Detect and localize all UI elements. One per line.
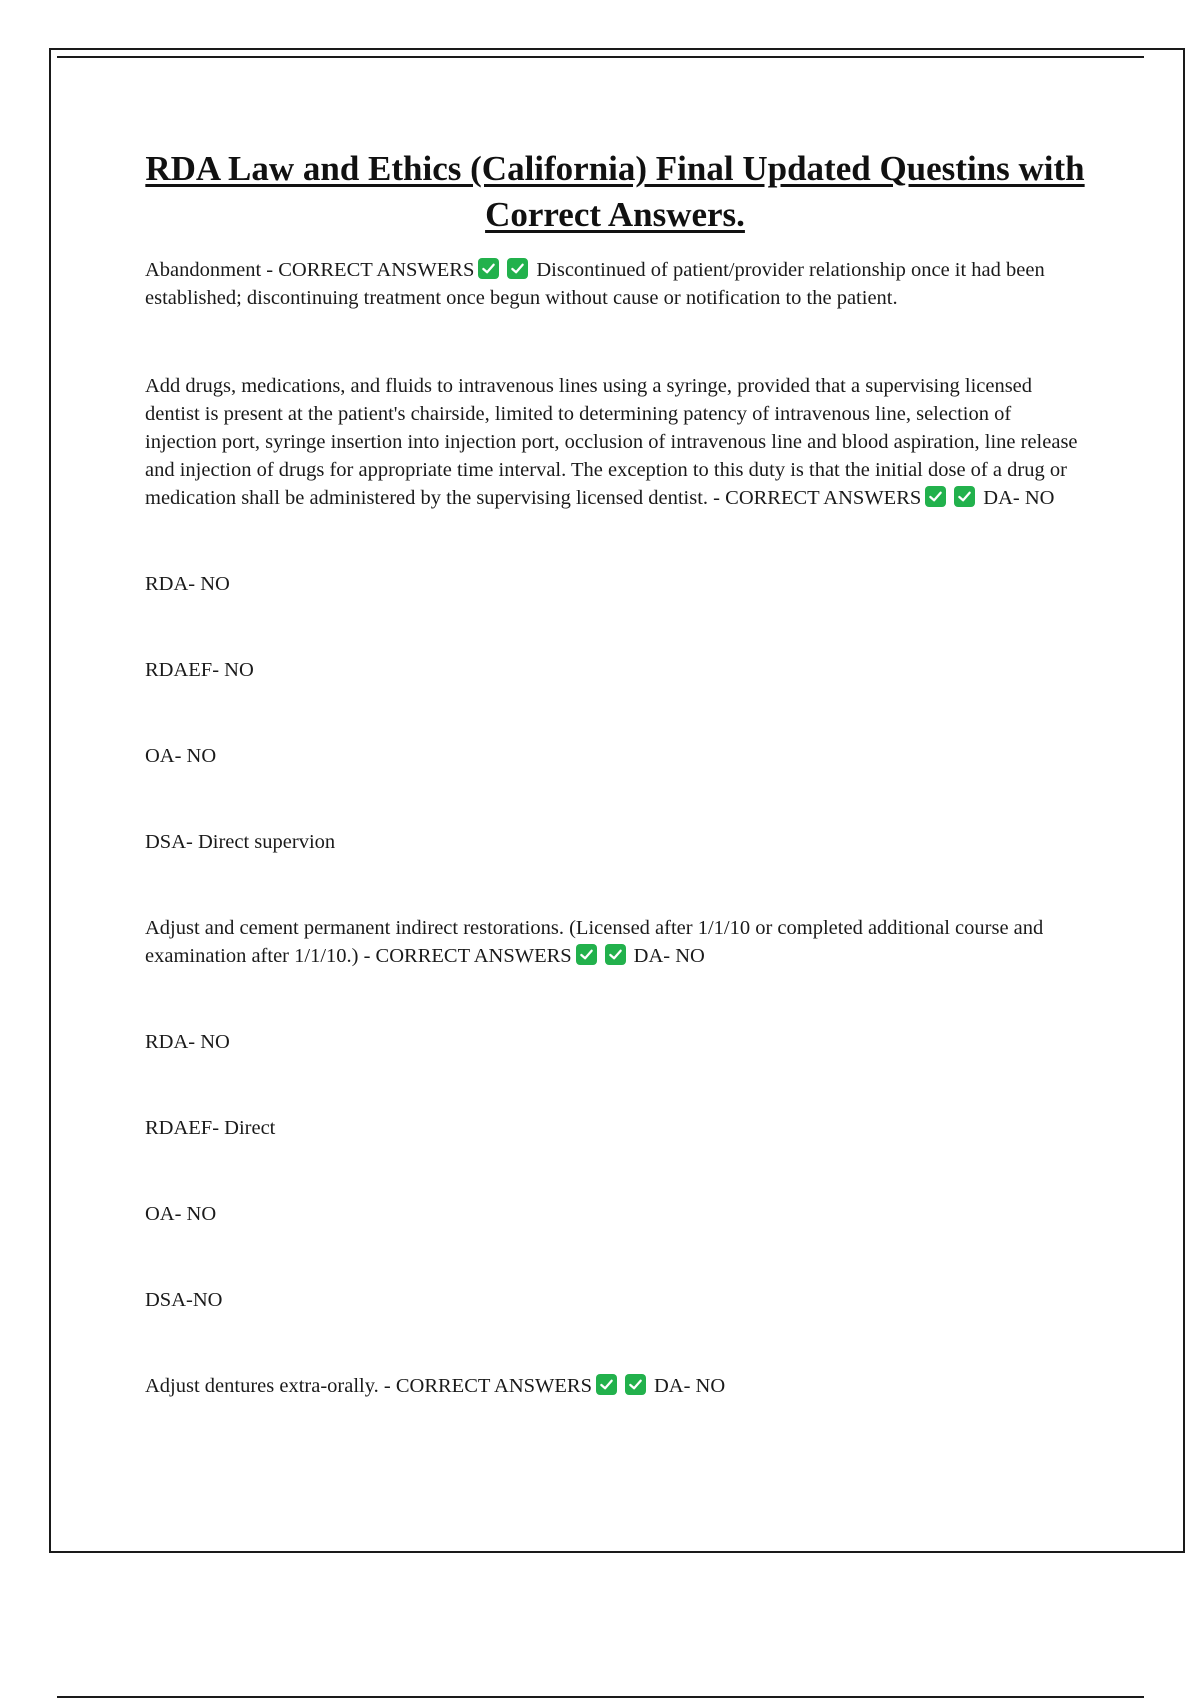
answer-text: DA- NO [983, 487, 1055, 509]
qa-entry [145, 914, 1085, 970]
question-text: Adjust and cement permanent indirect restorations. (Licensed after 1/1/10 or completed additional course and examination after 1/1/10.) - [145, 917, 1044, 967]
check-mark-icon [925, 486, 946, 507]
check-mark-icon [507, 258, 528, 279]
spacer [145, 1142, 1085, 1200]
check-mark-icon [596, 1374, 617, 1395]
followup-line: OA- NO [145, 1203, 217, 1225]
question-text: Abandonment - [145, 259, 279, 281]
spacer [145, 970, 1085, 1028]
check-mark-icon [478, 258, 499, 279]
spacer [145, 1228, 1085, 1286]
qa-entry [145, 372, 1085, 512]
check-mark-icon [576, 944, 597, 965]
answer-text: Discontinued of patient/provider relationship once it had been established; discontinuing treatment once begun without cause or notification to the patient. [145, 259, 1045, 309]
spacer [145, 1056, 1085, 1114]
followup-line: OA- NO [145, 745, 217, 767]
check-mark-icon [605, 944, 626, 965]
answer-marker: CORRECT ANSWERS [278, 259, 475, 281]
answer-marker: CORRECT ANSWERS [395, 1375, 592, 1397]
spacer [145, 856, 1085, 914]
spacer [145, 684, 1085, 742]
spacer [145, 1314, 1085, 1372]
check-mark-icon [954, 486, 975, 507]
spacer [145, 512, 1085, 570]
qa-entry [145, 1372, 1085, 1400]
followup-line: DSA-NO [145, 1289, 223, 1311]
question-text: Add drugs, medications, and fluids to intravenous lines using a syringe, provided that a supervising licensed dentist is present at the patient's chairside, limited to determining patency of intravenous line, selection of injection port, syringe insertion into injection port, occlusion of intravenous line and blood aspiration, line release and injection of drugs for appropriate time interval. The exception to this duty is that the initial dose of a drug or medication shall be administered by the supervising licensed dentist. - [145, 375, 1078, 509]
followup-line: DSA- Direct supervion [145, 831, 336, 853]
answer-marker: CORRECT ANSWERS [725, 487, 922, 509]
check-mark-icon [625, 1374, 646, 1395]
followup-line: RDA- NO [145, 573, 230, 595]
qa-entry [145, 256, 1085, 312]
answer-text: DA- NO [653, 1375, 726, 1397]
spacer [145, 598, 1085, 656]
followup-line: RDAEF- Direct [145, 1117, 276, 1139]
document-content [145, 146, 1085, 1400]
answer-marker: CORRECT ANSWERS [375, 945, 572, 967]
followup-line: RDA- NO [145, 1031, 230, 1053]
followup-line: RDAEF- NO [145, 659, 254, 681]
document-title: RDA Law and Ethics (California) Final Updated Questins with Correct Answers. [145, 149, 1085, 234]
answer-text: DA- NO [633, 945, 705, 967]
question-text: Adjust dentures extra-orally. - [145, 1375, 396, 1397]
spacer [145, 312, 1085, 372]
bottom-rule [57, 1696, 1144, 1698]
spacer [145, 770, 1085, 828]
